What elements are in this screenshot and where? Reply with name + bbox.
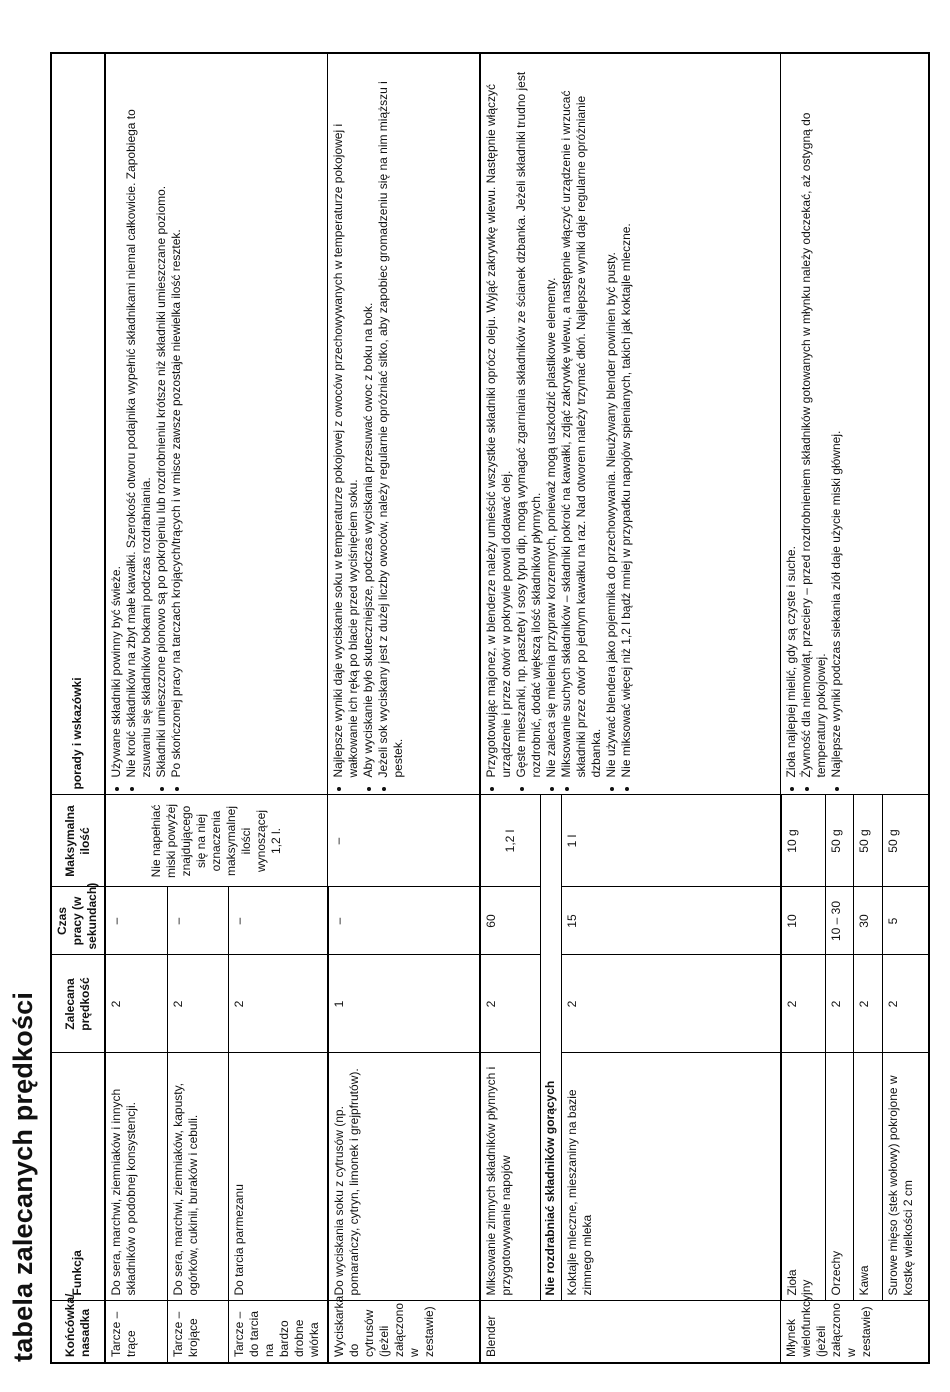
tip-item: • Używane składniki powinny być świeże. <box>109 59 124 778</box>
warning-text: Nie rozdrabniać składników gorących <box>541 795 561 1301</box>
function-cell: Orzechy <box>825 1053 853 1301</box>
max-cell: 1,2 l <box>480 795 541 887</box>
header-max: Maksymalna ilość <box>51 795 105 887</box>
header-speed: Zalecana prędkość <box>51 955 105 1053</box>
page-title: tabela zalecanych prędkości <box>8 991 38 1362</box>
table-row <box>480 53 541 1363</box>
table-row <box>105 53 168 1363</box>
max-cell: 50 g <box>882 795 929 887</box>
max-cell: – <box>328 795 480 887</box>
speed-cell: 2 <box>105 955 168 1053</box>
speed-cell: 1 <box>328 955 480 1053</box>
max-cell: 50 g <box>854 795 882 887</box>
header-tips: porady i wskazówki <box>51 53 105 795</box>
function-cell: Do wyciskania soku z cytrusów (np. pomarańczy, cytryn, limonek i grejpfrutów). <box>328 1053 480 1301</box>
tip-item: • Nie zaleca się mielenia przypraw korzennych, ponieważ mogą uszkodzić plastikowe elementy. <box>544 59 559 778</box>
header-time: Czas pracy (w sekundach) <box>51 887 105 955</box>
time-cell: 60 <box>480 887 541 955</box>
function-cell: Do sera, marchwi, ziemniaków i innych składników o podobnej konsystencji. <box>105 1053 168 1301</box>
attachment-cell: Blender <box>480 1301 781 1363</box>
attachment-cell: Młynek wielofunkcyjny (jeżeli załączono w zestawie) <box>781 1301 929 1363</box>
speed-cell: 2 <box>561 955 780 1053</box>
tips-list <box>109 59 184 790</box>
tip-item: • Jeżeli sok wyciskany jest z dużej liczby owoców, należy regularnie opróżniać sitko, aby zapobiec gromadzeniu się na nim miąższu i pestek. <box>376 59 406 778</box>
function-cell: Koktajle mleczne, mieszaniny na bazie zimnego mleka <box>561 1053 780 1301</box>
function-cell: Do sera, marchwi, ziemniaków, kapusty, ogórków, cukinii, buraków i cebuli. <box>168 1053 229 1301</box>
tips-list <box>784 59 844 790</box>
tip-item: • Po skończonej pracy na tarczach krojących/trących i w misce zawsze pozostaje niewielka ilość resztek. <box>169 59 184 778</box>
time-cell: 15 <box>561 887 780 955</box>
speed-cell: 2 <box>229 955 328 1053</box>
tip-item: • Gęste mieszanki, np. pasztety i sosy typu dip, mogą wymagać zgarniania składników ze ścianek dzbanka. Jeżeli składniki trudno jest rozdrobnić, dodać większą ilość składników płynnych. <box>514 59 544 778</box>
header-function: Funkcja <box>51 1053 105 1301</box>
time-cell: 10 – 30 <box>825 887 853 955</box>
speed-cell: 2 <box>168 955 229 1053</box>
max-cell: 10 g <box>781 795 826 887</box>
time-cell: 30 <box>854 887 882 955</box>
tips-cell <box>328 53 480 795</box>
time-cell: – <box>229 887 328 955</box>
time-cell: – <box>105 887 168 955</box>
tips-list <box>484 59 634 790</box>
tips-cell <box>105 53 328 795</box>
table-row <box>781 53 826 1363</box>
tip-item: • Najlepsze wyniki podczas siekania ziół daje użycie miski głównej. <box>829 59 844 778</box>
function-cell: Do tarcia parmezanu <box>229 1053 328 1301</box>
time-cell: 10 <box>781 887 826 955</box>
attachment-cell: Tarcze – do tarcia na bardzo drobne wiórka <box>229 1301 328 1363</box>
time-cell: – <box>328 887 480 955</box>
table-header-row <box>51 53 105 1363</box>
tip-item: • Zioła najlepiej mielić, gdy są czyste i suche. <box>784 59 799 778</box>
speed-table <box>50 52 930 1364</box>
table-row <box>328 53 480 1363</box>
function-cell: Zioła <box>781 1053 826 1301</box>
header-attachment: Końcówka/ nasadka <box>51 1301 105 1363</box>
attachment-cell: Tarcze – trące <box>105 1301 168 1363</box>
speed-cell: 2 <box>781 955 826 1053</box>
tip-item: • Żywność dla niemowląt, przeciery – przed rozdrobnieniem składników gotowanych w młynku należy odczekać, aż ostygną do temperatury pokojowej. <box>799 59 829 778</box>
tip-item: • Nie miksować więcej niż 1,2 l bądź mniej w przypadku napojów spienianych, takich jak koktajle mleczne. <box>619 59 634 778</box>
max-cell: Nie napełniać miski powyżej znajdującego się na niej oznaczenia maksymalnej ilości wynoszącej 1,2 l. <box>105 795 328 887</box>
time-cell: 5 <box>882 887 929 955</box>
tips-list <box>331 59 406 790</box>
attachment-cell: Tarcze – krojące <box>168 1301 229 1363</box>
speed-cell: 2 <box>854 955 882 1053</box>
function-cell: Kawa <box>854 1053 882 1301</box>
tip-item: • Aby wyciskanie było skuteczniejsze, podczas wyciskania przesuwać owoc z boku na bok. <box>361 59 376 778</box>
tip-item: • Składniki umieszczone pionowo są po pokrojeniu lub rozdrobnieniu krótsze niż składniki umieszczane poziomo. <box>154 59 169 778</box>
tip-item: • Nie kroić składników na zbyt małe kawałki. Szerokość otworu podajnika wypełnić składnikami niemal całkowicie. Zapobiega to zsuwaniu się składników bokami podczas rozdrabniania. <box>124 59 154 778</box>
speed-cell: 2 <box>882 955 929 1053</box>
tip-item: • Najlepsze wyniki daje wyciskanie soku w temperaturze pokojowej z owoców przechowywanych w temperaturze pokojowej i wałkowanie ich ręką po blacie przed wyciśnięciem soku. <box>331 59 361 778</box>
tips-cell <box>781 53 929 795</box>
speed-cell: 2 <box>825 955 853 1053</box>
function-cell: Miksowanie zimnych składników płynnych i przygotowywanie napojów <box>480 1053 541 1301</box>
time-cell: – <box>168 887 229 955</box>
tip-item: • Przygotowując majonez, w blenderze należy umieścić wszystkie składniki oprócz oleju. Wyjąć zakrywkę wlewu. Następnie włączyć urządzenie i przez otwór w pokrywie powoli dodawać olej. <box>484 59 514 778</box>
max-cell: 50 g <box>825 795 853 887</box>
tips-cell <box>480 53 781 795</box>
function-cell: Surowe mięso (stek wołowy) pokrojone w kostkę wielkości 2 cm <box>882 1053 929 1301</box>
max-cell: 1 l <box>561 795 780 887</box>
attachment-cell: Wyciskarka do cytrusów (jeżeli załączono w zestawie) <box>328 1301 480 1363</box>
tip-item: • Miksowanie suchych składników – składniki pokroić na kawałki, zdjąć zakrywkę wlewu, a następnie włączyć urządzenie i wrzucać składniki przez otwór po jednym kawałku na raz. Nad otworem należy trzymać dłoń. Najlepsze wyniki daje regularne opróżnianie dzbanka. <box>559 59 604 778</box>
tip-item: • Nie używać blendera jako pojemnika do przechowywania. Nieużywany blender powinien być pusty. <box>604 59 619 778</box>
speed-cell: 2 <box>480 955 541 1053</box>
